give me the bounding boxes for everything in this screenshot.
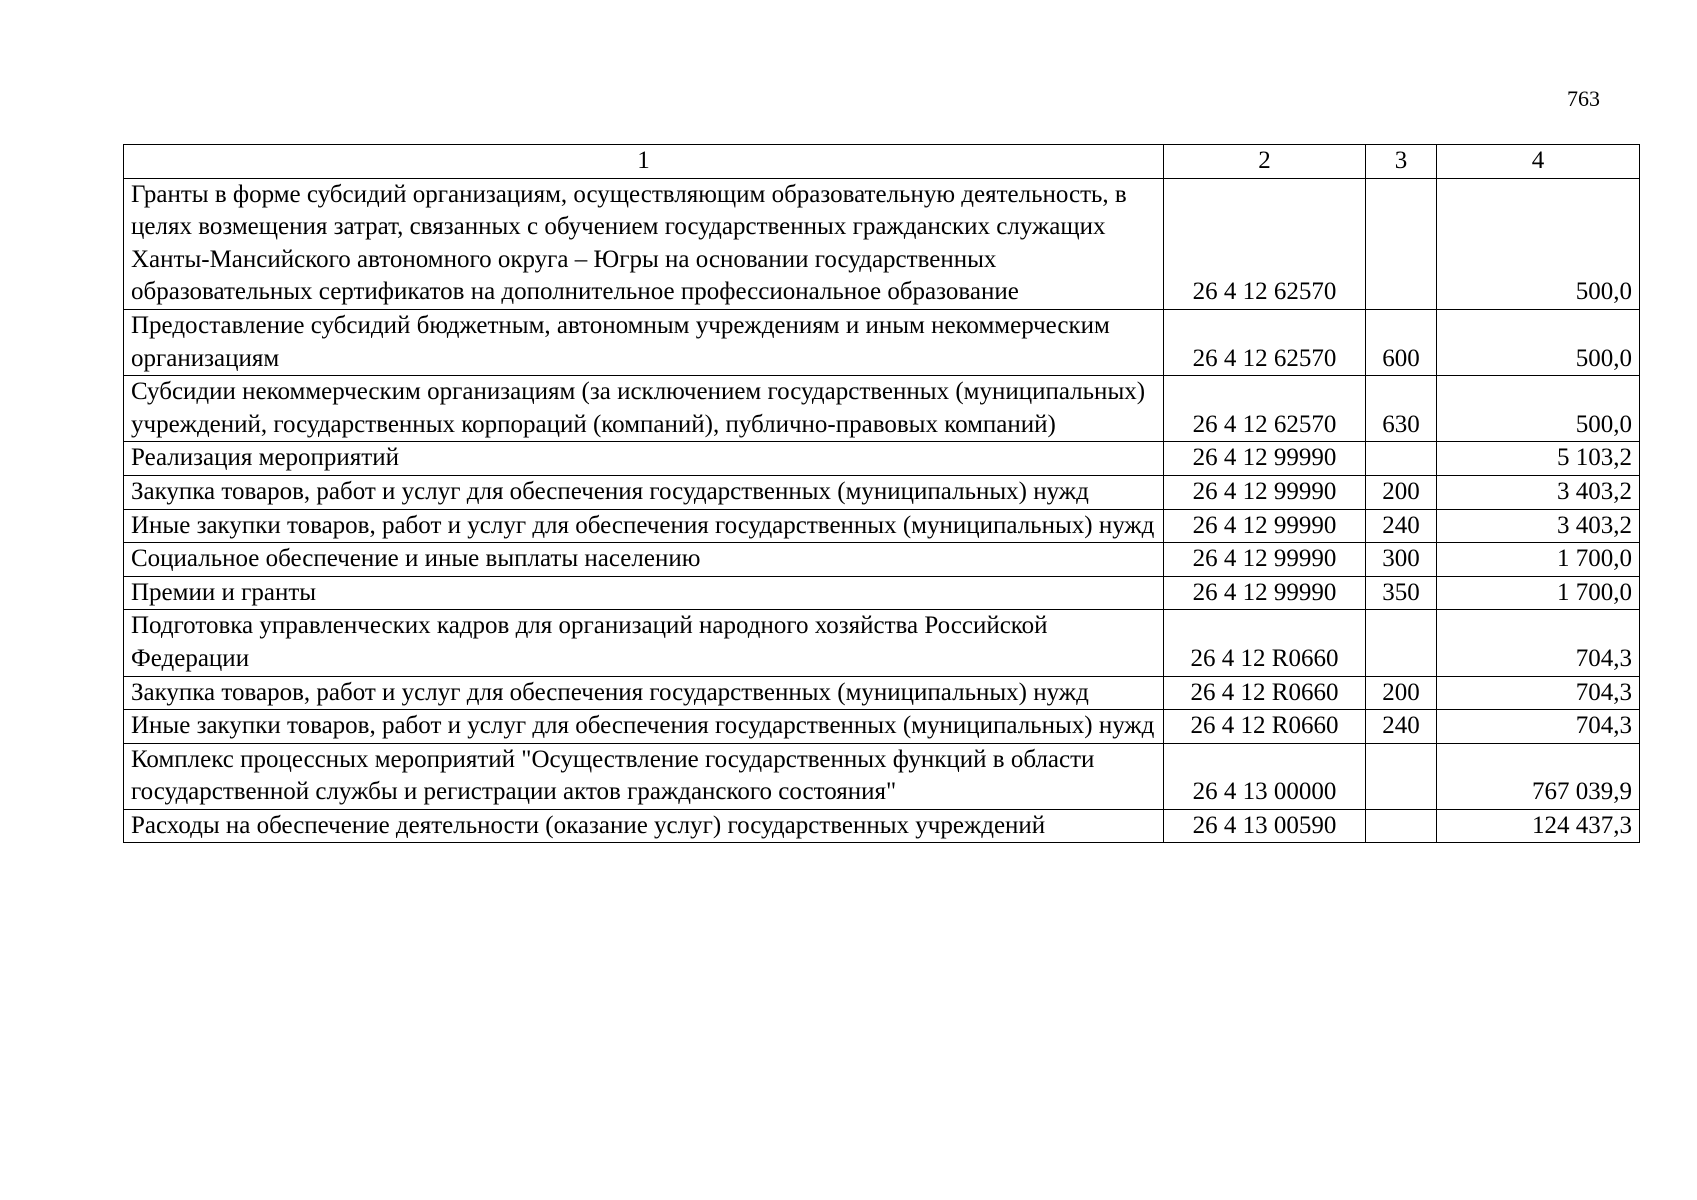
- row-code: 26 4 12 R0660: [1164, 610, 1366, 676]
- row-code: 26 4 12 99990: [1164, 442, 1366, 476]
- table-row: [124, 509, 1640, 543]
- page-number: 763: [1567, 86, 1600, 111]
- column-header-code: 2: [1164, 145, 1366, 179]
- row-name: Премии и гранты: [124, 576, 1164, 610]
- row-type: [1366, 809, 1437, 843]
- row-type: 630: [1366, 376, 1437, 442]
- row-type: [1366, 178, 1437, 309]
- row-code: 26 4 12 R0660: [1164, 676, 1366, 710]
- row-amount: 500,0: [1437, 309, 1640, 375]
- row-name: Гранты в форме субсидий организациям, осуществляющим образовательную деятельность, в целях возмещения затрат, связанных с обучением государственных гражданских служащих Ханты-Мансийского автономного округа – Югры на основании государственных образовательных сертификатов на дополнительное профессиональное образование: [124, 178, 1164, 309]
- row-type: [1366, 743, 1437, 809]
- row-type: [1366, 610, 1437, 676]
- row-type: 300: [1366, 543, 1437, 577]
- row-name: Расходы на обеспечение деятельности (оказание услуг) государственных учреждений: [124, 809, 1164, 843]
- column-header-amount: 4: [1437, 145, 1640, 179]
- column-header-name: 1: [124, 145, 1164, 179]
- row-type: 240: [1366, 509, 1437, 543]
- row-type: 200: [1366, 676, 1437, 710]
- row-code: 26 4 13 00000: [1164, 743, 1366, 809]
- row-code: 26 4 12 99990: [1164, 475, 1366, 509]
- row-amount: 5 103,2: [1437, 442, 1640, 476]
- row-type: 600: [1366, 309, 1437, 375]
- row-code: 26 4 12 62570: [1164, 309, 1366, 375]
- row-code: 26 4 13 00590: [1164, 809, 1366, 843]
- row-amount: 704,3: [1437, 676, 1640, 710]
- row-code: 26 4 12 62570: [1164, 376, 1366, 442]
- table-row: [124, 809, 1640, 843]
- row-amount: 3 403,2: [1437, 509, 1640, 543]
- table-row: [124, 710, 1640, 744]
- row-amount: 500,0: [1437, 376, 1640, 442]
- table-row: [124, 178, 1640, 309]
- row-code: 26 4 12 62570: [1164, 178, 1366, 309]
- table-header-row: [124, 145, 1640, 179]
- row-name: Иные закупки товаров, работ и услуг для обеспечения государственных (муниципальных) нужд: [124, 509, 1164, 543]
- row-type: 350: [1366, 576, 1437, 610]
- table-row: [124, 576, 1640, 610]
- row-name: Предоставление субсидий бюджетным, автономным учреждениям и иным некоммерческим организациям: [124, 309, 1164, 375]
- row-amount: 1 700,0: [1437, 576, 1640, 610]
- row-amount: 1 700,0: [1437, 543, 1640, 577]
- row-name: Субсидии некоммерческим организациям (за исключением государственных (муниципальных) учреждений, государственных корпораций (компаний), публично-правовых компаний): [124, 376, 1164, 442]
- row-amount: 500,0: [1437, 178, 1640, 309]
- row-amount: 124 437,3: [1437, 809, 1640, 843]
- table-row: [124, 743, 1640, 809]
- table-row: [124, 543, 1640, 577]
- row-code: 26 4 12 R0660: [1164, 710, 1366, 744]
- row-name: Комплекс процессных мероприятий "Осуществление государственных функций в области государственной службы и регистрации актов гражданского состояния": [124, 743, 1164, 809]
- row-name: Закупка товаров, работ и услуг для обеспечения государственных (муниципальных) нужд: [124, 676, 1164, 710]
- row-amount: 704,3: [1437, 710, 1640, 744]
- budget-table: [123, 144, 1640, 843]
- row-amount: 767 039,9: [1437, 743, 1640, 809]
- row-name: Реализация мероприятий: [124, 442, 1164, 476]
- table-row: [124, 309, 1640, 375]
- table-row: [124, 610, 1640, 676]
- row-code: 26 4 12 99990: [1164, 576, 1366, 610]
- table-row: [124, 376, 1640, 442]
- row-name: Закупка товаров, работ и услуг для обеспечения государственных (муниципальных) нужд: [124, 475, 1164, 509]
- row-type: [1366, 442, 1437, 476]
- row-amount: 3 403,2: [1437, 475, 1640, 509]
- row-name: Социальное обеспечение и иные выплаты населению: [124, 543, 1164, 577]
- row-name: Подготовка управленческих кадров для организаций народного хозяйства Российской Федерации: [124, 610, 1164, 676]
- row-code: 26 4 12 99990: [1164, 509, 1366, 543]
- row-name: Иные закупки товаров, работ и услуг для обеспечения государственных (муниципальных) нужд: [124, 710, 1164, 744]
- row-type: 200: [1366, 475, 1437, 509]
- table-row: [124, 676, 1640, 710]
- table-row: [124, 442, 1640, 476]
- column-header-type: 3: [1366, 145, 1437, 179]
- row-type: 240: [1366, 710, 1437, 744]
- table-row: [124, 475, 1640, 509]
- row-code: 26 4 12 99990: [1164, 543, 1366, 577]
- row-amount: 704,3: [1437, 610, 1640, 676]
